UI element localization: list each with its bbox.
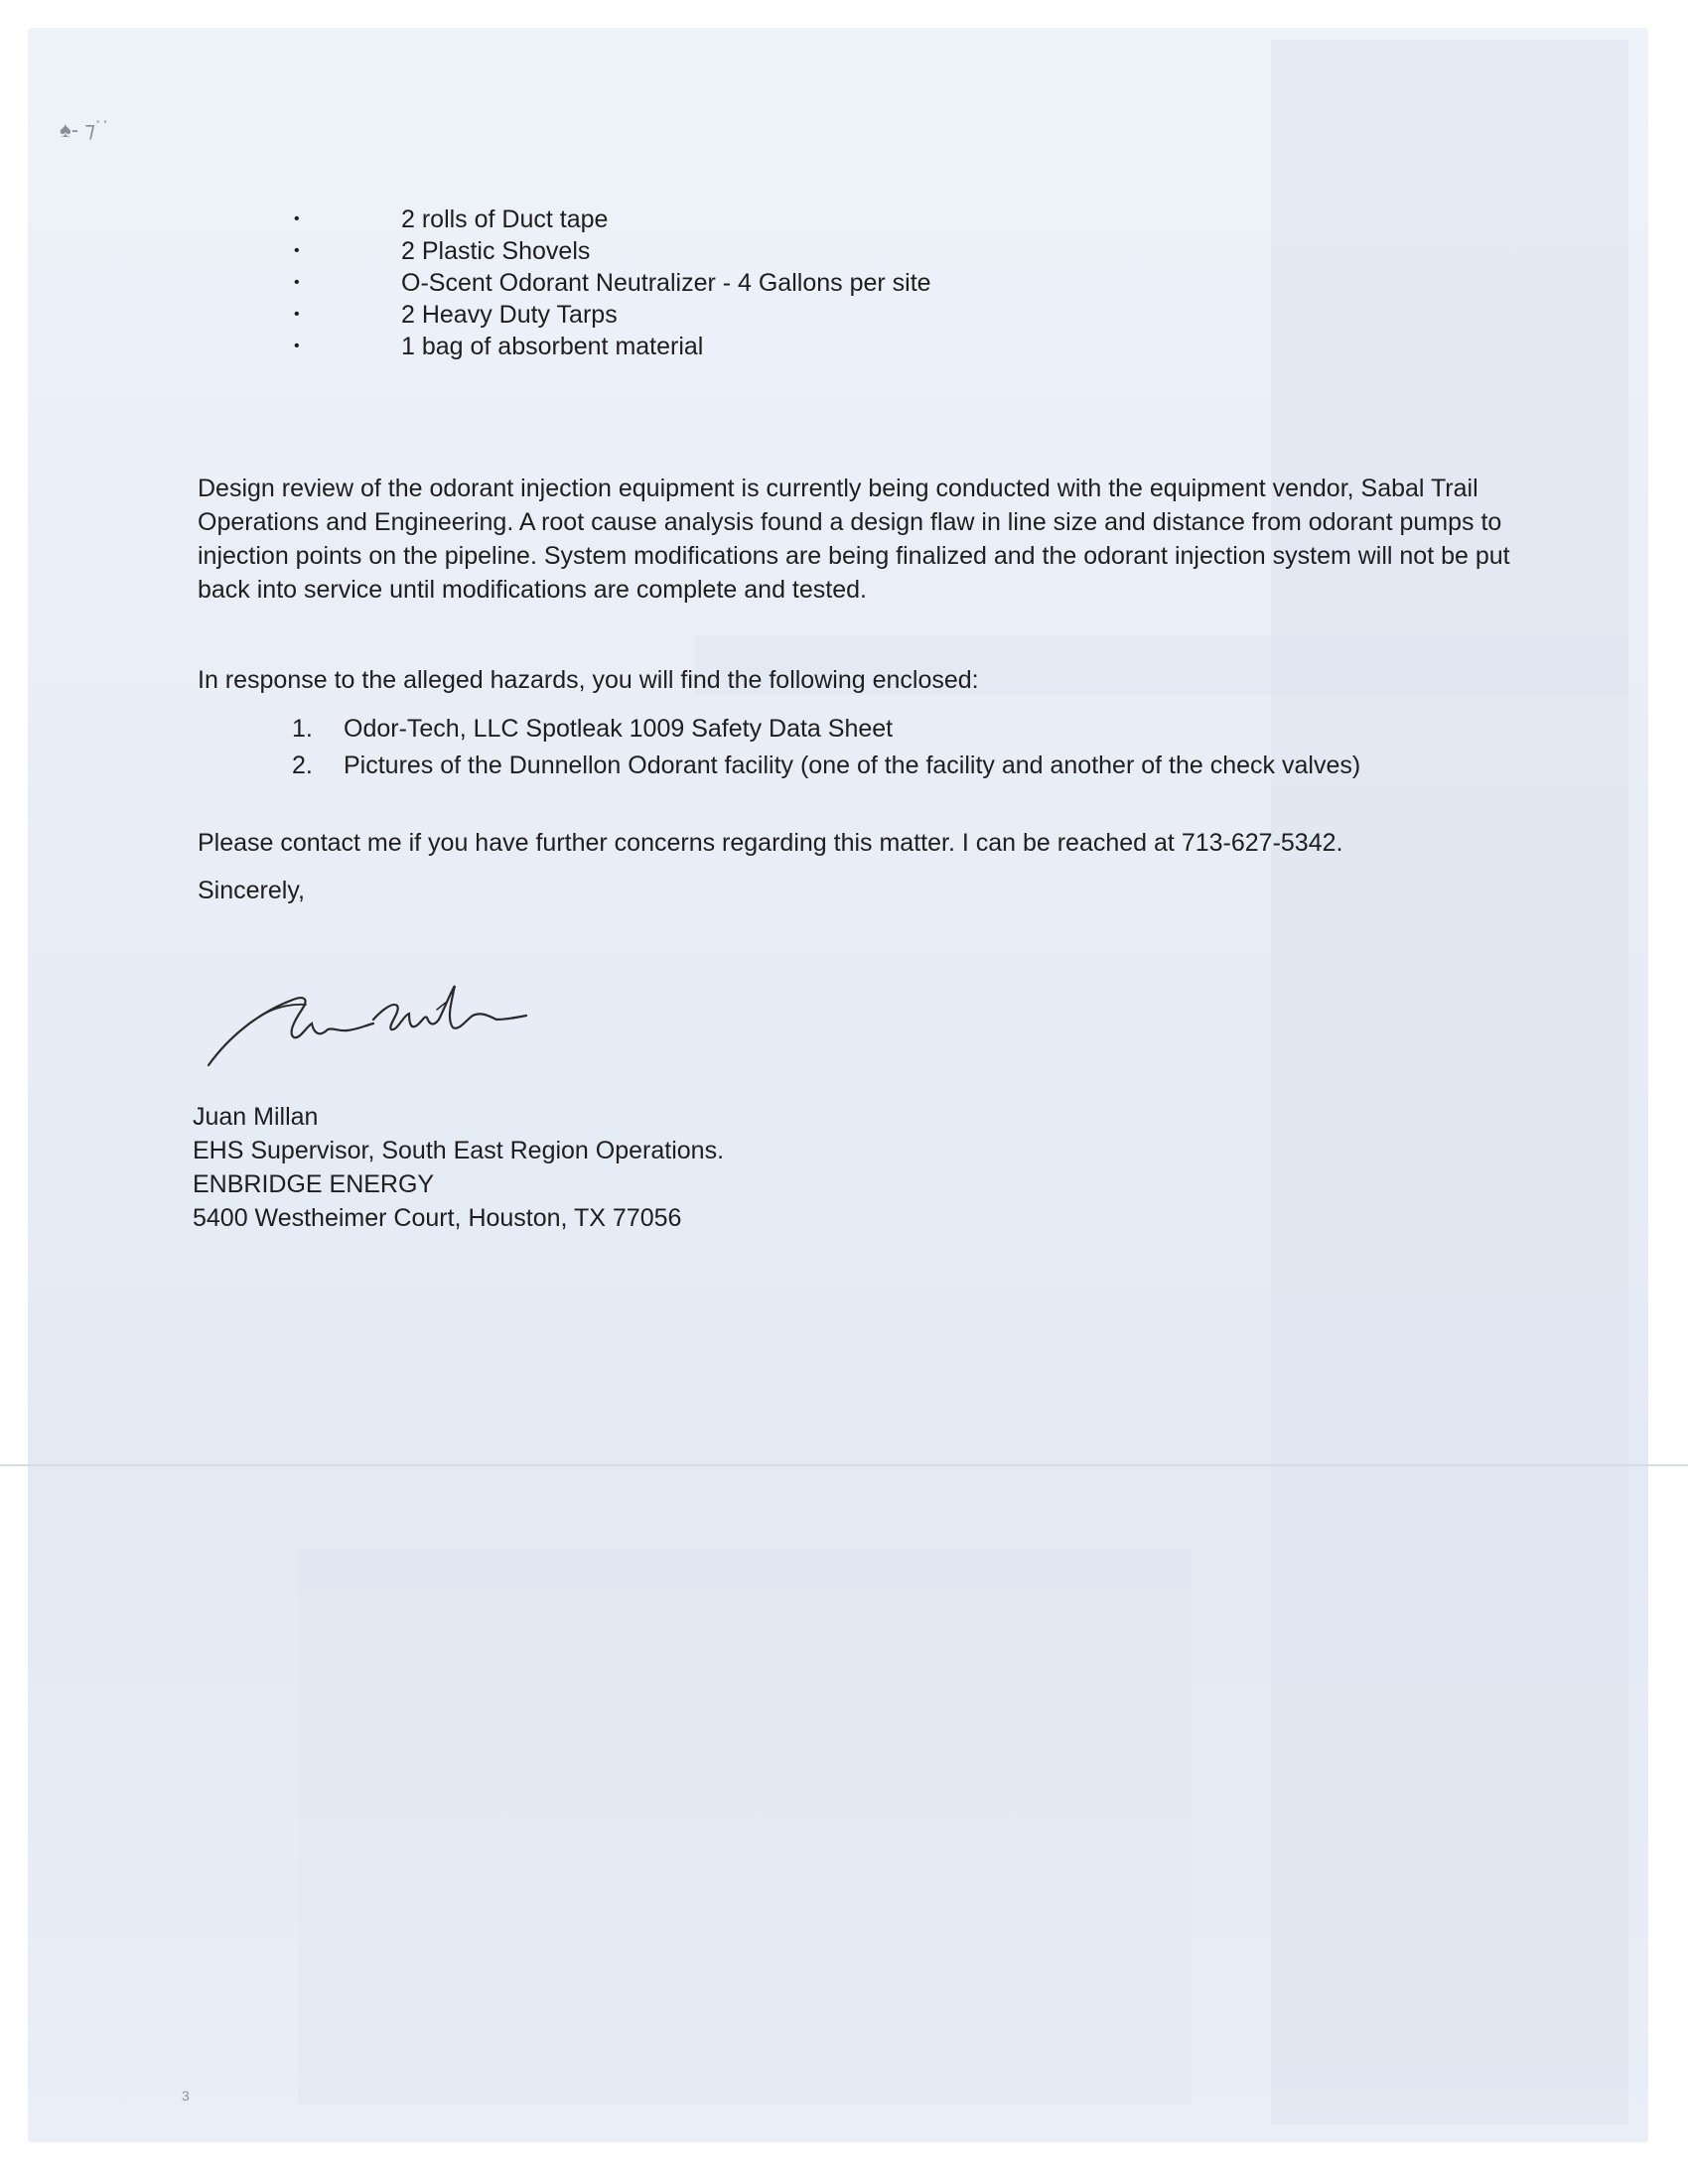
bullet-icon: • <box>294 274 300 291</box>
contact-paragraph: Please contact me if you have further concerns regarding this matter. I can be reached at 713-627-5342. <box>198 829 1343 857</box>
signer-address: 5400 Westheimer Court, Houston, TX 77056 <box>193 1204 682 1232</box>
bullet-icon: • <box>294 210 300 227</box>
materials-list <box>294 204 931 362</box>
bullet-icon: • <box>294 242 300 259</box>
page-number: 3 <box>182 2088 190 2104</box>
list-item: 1. Odor-Tech, LLC Spotleak 1009 Safety Data Sheet <box>292 715 894 743</box>
list-item: 2. Pictures of the Dunnellon Odorant facility (one of the facility and another of the check valves) <box>292 751 1361 779</box>
bullet-icon: • <box>294 306 300 323</box>
list-item: • 2 Heavy Duty Tarps <box>294 301 618 329</box>
signer-company: ENBRIDGE ENERGY <box>193 1170 435 1198</box>
response-intro: In response to the alleged hazards, you will find the following enclosed: <box>198 666 979 694</box>
list-item: • 2 rolls of Duct tape <box>294 205 609 233</box>
signature-block <box>193 1100 724 1235</box>
signature <box>199 958 536 1077</box>
fold-line <box>0 1464 1688 1466</box>
closing: Sincerely, <box>198 877 305 904</box>
bullet-icon: • <box>294 338 300 354</box>
scan-shadow-right <box>1271 40 1628 2124</box>
signer-title: EHS Supervisor, South East Region Operations. <box>193 1137 725 1164</box>
signer-name: Juan Millan <box>193 1103 319 1131</box>
list-item: • 2 Plastic Shovels <box>294 237 591 265</box>
list-item: • O-Scent Odorant Neutralizer - 4 Gallons per site <box>294 269 931 297</box>
list-item: • 1 bag of absorbent material <box>294 333 704 360</box>
enclosures-list <box>292 711 1360 784</box>
design-review-paragraph: Design review of the odorant injection equipment is currently being conducted with the equipment vendor, Sabal Trail Operations and Engineering. A root cause analysis found a design flaw in line size and distance from odorant pumps to injection points on the pipeline. System modifications are being finalized and the odorant injection system will not be put back into service until modifications are complete and tested. <box>198 475 1510 604</box>
scan-shadow-lower <box>298 1549 1192 2105</box>
corner-mark: ♠- ⁊˙˙ <box>60 117 110 142</box>
